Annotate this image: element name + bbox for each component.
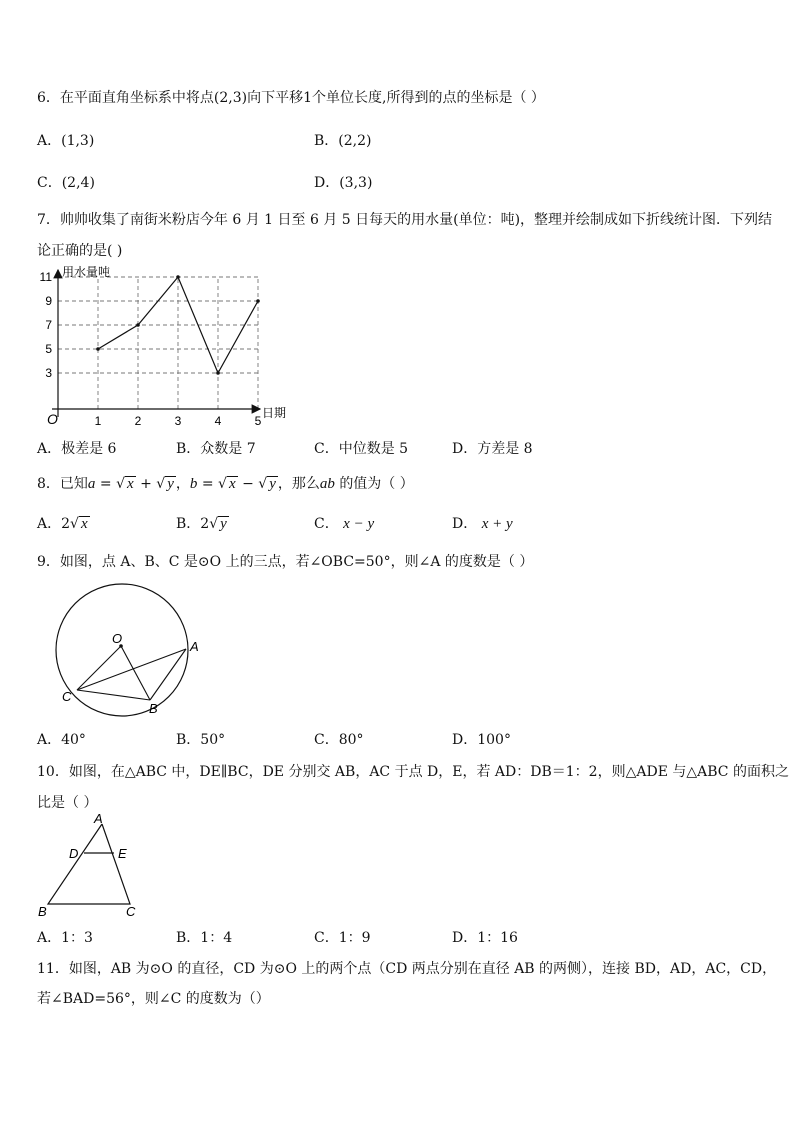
q8-option-d-value: x + y — [481, 516, 513, 532]
q7-stem-line2: 论正确的是( ) — [37, 243, 123, 259]
water-usage-line-chart — [30, 262, 300, 432]
q10-triangle-figure — [36, 812, 146, 922]
q8-sqrt-y: y — [167, 476, 174, 492]
y-axis-label: 用水量吨 — [62, 265, 111, 279]
segment-oc — [77, 646, 121, 690]
q10-option-c: C．1：9 — [314, 930, 371, 946]
data-point-4 — [216, 371, 220, 375]
triangle-abc — [48, 824, 130, 904]
q10-stem-line2: 比是（ ） — [37, 795, 98, 811]
y-tick-3: 3 — [45, 366, 52, 380]
q7-option-d: D．方差是 8 — [452, 441, 533, 457]
q8-option-b-coef: 2 — [200, 516, 210, 532]
label-a: A — [190, 639, 199, 654]
q8-option-b-radicand: y — [220, 516, 227, 532]
q10-option-b: B．1：4 — [176, 930, 233, 946]
q8-stem-end: 的值为（ ） — [339, 476, 414, 492]
q9-option-a: A．40° — [37, 732, 86, 748]
q6-stem: 6．在平面直角坐标系中将点(2,3)向下平移1个单位长度,所得到的点的坐标是（ ） — [37, 90, 545, 106]
q8-option-a-radicand: x — [80, 516, 88, 532]
q8-option-b: B．2√ y — [176, 516, 227, 532]
segment-ca — [77, 649, 186, 690]
segment-ba — [150, 649, 186, 700]
q8-option-c-value: x − y — [343, 516, 375, 532]
origin-label: O — [47, 411, 58, 427]
q8-comma: ， — [175, 476, 190, 492]
q8-stem-suffix: ，那么 — [277, 476, 320, 492]
label-b: B — [38, 904, 47, 919]
data-point-3 — [176, 275, 180, 279]
segment-cb — [77, 690, 150, 700]
q8-minus: − — [237, 476, 259, 492]
q8-sqrt-y-2: y — [269, 476, 276, 492]
chart-grid — [58, 277, 258, 409]
q8-stem: 8．已知a = √ x + √ y ，b = √ x − √ y ，那么ab 的值为（ ） — [37, 476, 414, 492]
q6-option-c: C．(2,4) — [37, 175, 95, 191]
q7-option-b: B．众数是 7 — [176, 441, 256, 457]
q8-option-a: A．2√ x — [37, 516, 88, 532]
x-tick-4: 4 — [214, 414, 222, 428]
q8-option-a-prefix: A． — [37, 516, 62, 532]
label-d: D — [69, 846, 79, 861]
q8-option-b-prefix: B． — [176, 516, 201, 532]
q8-option-a-coef: 2 — [61, 516, 71, 532]
q7-stem-line1: 7．帅帅收集了南街米粉店今年 6 月 1 日至 6 月 5 日每天的用水量(单位：吨)，整理并绘制成如下折线统计图．下列结 — [37, 212, 773, 228]
label-b: B — [149, 701, 158, 716]
q7-option-a: A．极差是 6 — [37, 441, 117, 457]
data-point-1 — [96, 347, 100, 351]
q6-option-d: D．(3,3) — [314, 175, 373, 191]
label-c: C — [126, 904, 136, 919]
label-e: E — [118, 846, 127, 861]
data-point-2 — [136, 323, 140, 327]
y-tick-5: 5 — [45, 342, 52, 356]
q10-stem-line1: 10．如图，在△ABC 中，DE∥BC，DE 分别交 AB，AC 于点 D，E，若 AD：DB＝1：2，则△ADE 与△ABC 的面积之 — [37, 764, 789, 780]
q9-option-c: C．80° — [314, 732, 364, 748]
q8-var-a: a — [87, 476, 96, 492]
q8-option-c-prefix: C． — [314, 516, 339, 532]
data-point-5 — [256, 299, 260, 303]
q6-option-b: B．(2,2) — [314, 133, 372, 149]
q9-circle-figure — [50, 582, 210, 722]
q8-var-b: b — [189, 476, 198, 492]
q10-option-d: D．1：16 — [452, 930, 518, 946]
q11-stem-line1: 11．如图，AB 为⊙O 的直径，CD 为⊙O 上的两个点（CD 两点分别在直径 AB 的两侧），连接 BD，AD，AC，CD， — [37, 961, 777, 977]
x-tick-labels — [95, 414, 262, 428]
x-axis-label: 日期 — [262, 406, 287, 420]
label-a: A — [94, 812, 103, 826]
q8-stem-prefix: 8．已知 — [37, 476, 88, 492]
label-c: C — [62, 689, 72, 704]
y-tick-9: 9 — [45, 294, 52, 308]
label-o: O — [112, 631, 123, 646]
q8-sqrt-x: x — [126, 476, 134, 492]
q9-option-b: B．50° — [176, 732, 226, 748]
x-tick-3: 3 — [174, 414, 182, 428]
x-tick-2: 2 — [134, 414, 142, 428]
y-tick-7: 7 — [45, 318, 52, 332]
q8-eq-2: = — [197, 476, 219, 492]
y-tick-labels — [40, 270, 53, 380]
q10-option-a: A．1：3 — [37, 930, 93, 946]
q6-option-a: A．(1,3) — [37, 133, 95, 149]
x-tick-1: 1 — [94, 414, 102, 428]
q9-stem: 9．如图，点 A、B、C 是⊙O 上的三点，若∠OBC=50°，则∠A 的度数是（ ） — [37, 554, 534, 570]
x-tick-5: 5 — [254, 414, 262, 428]
q11-stem-line2: 若∠BAD=56°，则∠C 的度数为（） — [37, 991, 270, 1007]
y-tick-11: 11 — [39, 270, 52, 284]
q8-var-ab: ab — [319, 476, 335, 492]
q8-option-d — [452, 513, 513, 533]
q8-sqrt-x-2: x — [228, 476, 236, 492]
q8-eq: = — [95, 476, 117, 492]
q8-option-d-prefix: D． — [452, 516, 478, 532]
q7-option-c: C．中位数是 5 — [314, 441, 409, 457]
q8-plus: + — [135, 476, 157, 492]
q9-option-d: D．100° — [452, 732, 511, 748]
segment-ob — [121, 646, 150, 700]
q8-option-c — [314, 513, 374, 533]
